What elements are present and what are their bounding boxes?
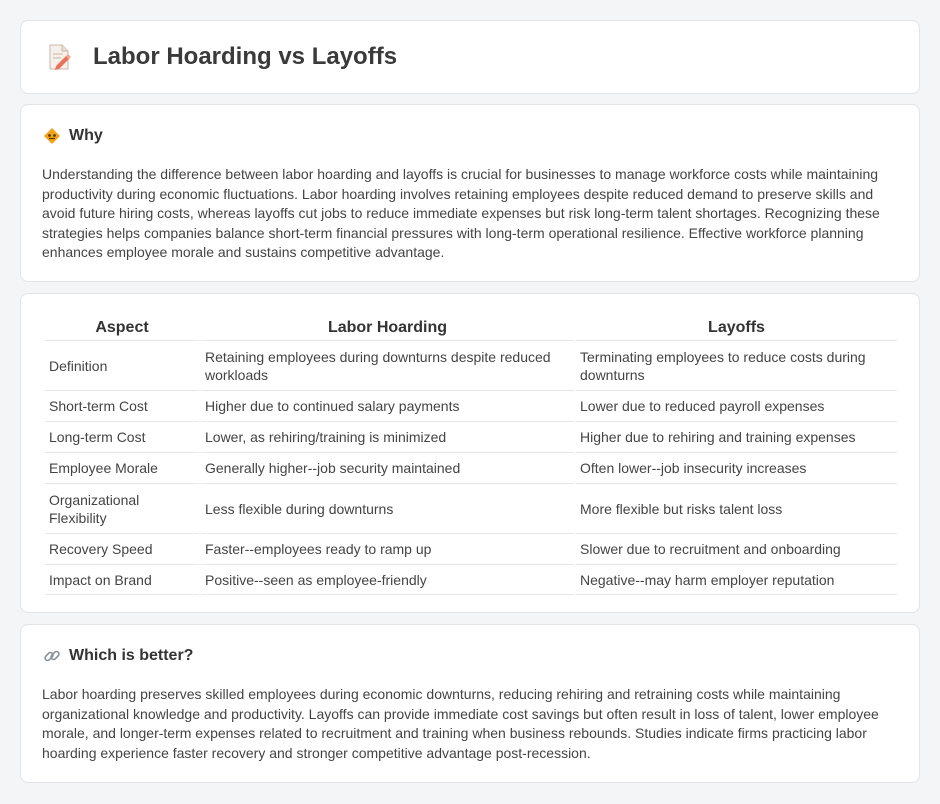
table-row	[45, 340, 897, 390]
aspect-cell: Impact on Brand	[45, 564, 199, 595]
which-is-better-heading: Which is better?	[69, 647, 194, 664]
labor-hoarding-cell: Faster--employees ready to ramp up	[201, 533, 574, 564]
comparison-card	[20, 293, 920, 613]
header-labor-hoarding: Labor Hoarding	[327, 319, 448, 336]
labor-hoarding-cell: Retaining employees during downturns despite reduced workloads	[201, 340, 574, 390]
page-title: Labor Hoarding vs Layoffs	[93, 43, 398, 70]
layoffs-cell: Often lower--job insecurity increases	[576, 452, 897, 483]
header-aspect: Aspect	[95, 319, 149, 336]
table-row	[45, 390, 897, 421]
aspect-cell: Long-term Cost	[45, 421, 199, 452]
labor-hoarding-cell: Less flexible during downturns	[201, 483, 574, 533]
document-pencil-icon	[47, 43, 71, 71]
aspect-cell: Recovery Speed	[45, 533, 199, 564]
aspect-cell: Employee Morale	[45, 452, 199, 483]
aspect-cell: Short-term Cost	[45, 390, 199, 421]
why-body: Understanding the difference between labor hoarding and layoffs is crucial for businesses to manage workforce costs while maintaining productivity during economic fluctuations. Labor hoarding involves retaining employees despite reduced demand to preserve skills and avoid future hiring costs, whereas layoffs cut jobs to reduce immediate expenses but risk long-term talent shortages. Recognizing these strategies helps companies balance short-term financial pressures with long-term operational resilience. Effective workforce planning enhances employee morale and sustains competitive advantage.	[42, 166, 880, 261]
layoffs-cell: Negative--may harm employer reputation	[576, 564, 897, 595]
header-layoffs: Layoffs	[708, 319, 765, 336]
labor-hoarding-cell: Lower, as rehiring/training is minimized	[201, 421, 574, 452]
aspect-cell: Organizational Flexibility	[45, 483, 199, 533]
layoffs-cell: Slower due to recruitment and onboarding	[576, 533, 897, 564]
labor-hoarding-cell: Generally higher--job security maintained	[201, 452, 574, 483]
which-is-better-card	[20, 624, 920, 783]
table-row	[45, 421, 897, 452]
link-icon	[43, 647, 61, 665]
warning-diamond-icon	[43, 127, 61, 145]
table-row	[45, 483, 897, 533]
layoffs-cell: Terminating employees to reduce costs during downturns	[576, 340, 897, 390]
layoffs-cell: Higher due to rehiring and training expenses	[576, 421, 897, 452]
comparison-table	[43, 314, 899, 595]
layoffs-cell: Lower due to reduced payroll expenses	[576, 390, 897, 421]
labor-hoarding-cell: Higher due to continued salary payments	[201, 390, 574, 421]
why-heading: Why	[69, 127, 103, 144]
table-row	[45, 533, 897, 564]
which-is-better-body: Labor hoarding preserves skilled employees during economic downturns, reducing rehiring and retraining costs while maintaining organizational knowledge and productivity. Layoffs can provide immediate cost savings but often result in loss of talent, lower employee morale, and longer-term expenses related to recruitment and training when business rebounds. Studies indicate firms practicing labor hoarding experience faster recovery and stronger competitive advantage post-recession.	[42, 686, 879, 761]
table-row	[45, 452, 897, 483]
header-card	[20, 20, 920, 94]
table-row	[45, 564, 897, 595]
why-card	[20, 104, 920, 282]
layoffs-cell: More flexible but risks talent loss	[576, 483, 897, 533]
labor-hoarding-cell: Positive--seen as employee-friendly	[201, 564, 574, 595]
aspect-cell: Definition	[45, 340, 199, 390]
